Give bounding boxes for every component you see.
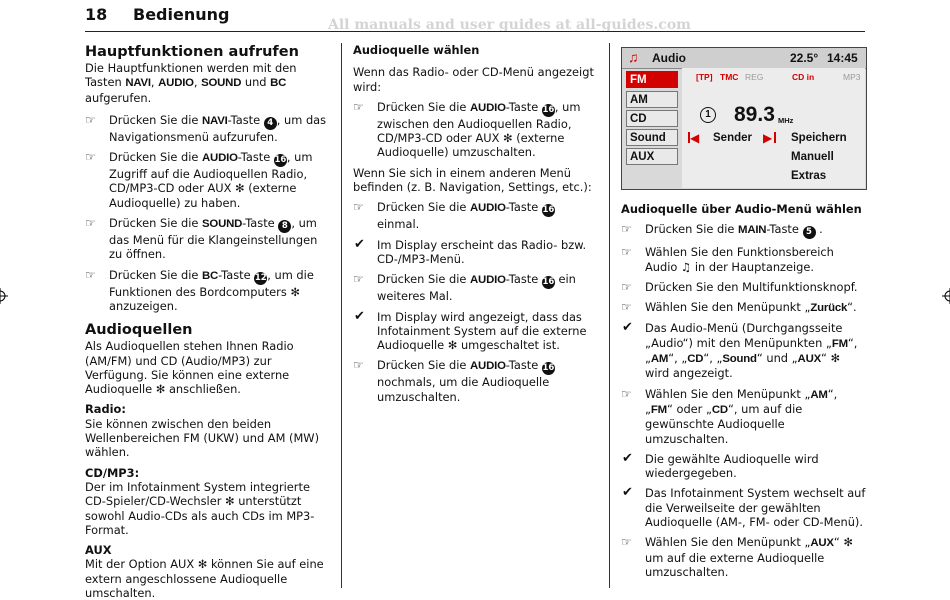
key-number-badge: 16: [542, 277, 555, 288]
display-title: Audio: [652, 51, 686, 65]
key-number-badge: 16: [274, 155, 287, 166]
cd-text: Der im Infotainment System integrierte CD-Spieler/CD-Wechsler ✻ unterstützt sowohl Audio-CDs als auch CDs im MP3-Format.: [85, 479, 315, 537]
result-step: ✔ Die gewählte Audioquelle wird wiedergegeben.: [622, 450, 819, 481]
cd-in-indicator: CD in: [792, 72, 815, 82]
frequency-unit: MHz: [778, 116, 794, 125]
instruction-step: ☞ Drücken Sie die NAVI-Taste 4 , um das Navigationsmenü aufzurufen.: [85, 112, 327, 144]
result-step: ✔ Im Display wird angezeigt, dass das Infotainment System auf die externe Audioquelle ✻ umgeschaltet ist.: [354, 308, 587, 353]
seek-forward-bar: [774, 132, 776, 143]
display-main-area: [682, 68, 865, 188]
heading-select-source: Audioquelle wählen: [353, 43, 480, 57]
section-title: Bedienung: [133, 5, 230, 24]
instruction-step: ☞ Drücken Sie die AUDIO-Taste 16 nochmals, um die Audioquelle umzuschalten.: [353, 358, 555, 404]
pointing-hand-icon: ☞: [621, 535, 632, 550]
watermark: All manuals and user guides at all-guides.com: [328, 17, 691, 33]
heading-audio-menu: Audioquelle über Audio-Menü wählen: [621, 202, 862, 216]
aux-text: Mit der Option AUX ✻ können Sie auf eine extern angeschlossene Audioquelle umschalten.: [85, 557, 324, 600]
page-number: 18: [85, 5, 108, 24]
tp-indicator: [TP]: [696, 72, 713, 82]
instruction-step: ☞ Drücken Sie die MAIN-Taste 5 .: [621, 222, 823, 238]
extras-option[interactable]: Extras: [791, 170, 827, 182]
aux-label: AUX: [85, 543, 112, 558]
result-step: ✔ Das Infotainment System wechselt auf die Verweilseite der gewählten Audioquelle (AM-, FM- oder CD-Menü).: [622, 485, 866, 530]
menu-item-aux[interactable]: AUX: [626, 148, 678, 165]
column-3: [621, 202, 867, 579]
instruction-step: ☞ Wählen Sie den Menüpunkt „AM“, „FM“ oder „CD“, um auf die gewünschte Audioquelle umzuschalten.: [621, 386, 838, 446]
column-divider: [609, 43, 610, 588]
key-number-badge: 5: [803, 226, 816, 239]
pointing-hand-icon: ☞: [353, 200, 364, 215]
key-number-badge: 4: [264, 117, 277, 130]
audio-display-screenshot: [621, 47, 867, 190]
instruction-step: ☞ Drücken Sie die AUDIO-Taste 16 einmal.: [353, 200, 555, 232]
menu-item-fm[interactable]: FM: [626, 71, 678, 88]
instruction-step: ☞ Wählen Sie den Funktionsbereich Audio ♫ in der Hauptanzeige.: [621, 245, 834, 274]
menu-item-cd[interactable]: CD: [626, 110, 678, 127]
intro-paragraph: Die Hauptfunktionen werden mit den Tasten NAVI, AUDIO, SOUND und BC aufgerufen.: [85, 61, 297, 105]
menu-item-sound[interactable]: Sound: [626, 129, 678, 146]
column-1: [85, 43, 328, 600]
instruction-step: ☞ Wählen Sie den Menüpunkt „Zurück“.: [621, 300, 857, 315]
instruction-step: ☞ Wählen Sie den Menüpunkt „AUX“ ✻ um auf die externe Audioquelle umzuschalten.: [621, 535, 853, 579]
result-step: ✔ Im Display erscheint das Radio- bzw. CD-/MP3-Menü.: [354, 236, 587, 266]
check-icon: ✔: [622, 450, 633, 466]
result-step: ✔ Das Audio-Menü (Durchgangsseite „Audio“) mit den Menüpunkten „FM“, „AM“, „CD“, „Sound“ und „AUX“ ✻ wird angezeigt.: [622, 320, 858, 381]
instruction-step: ☞ Drücken Sie die BC-Taste 12, um die Funktionen des Bordcomputers ✻ anzuzeigen.: [85, 267, 314, 313]
cd-label: CD/MP3:: [85, 465, 140, 480]
column-divider: [341, 43, 342, 588]
display-status-bar: [622, 48, 866, 69]
heading-audio-sources: Audioquellen: [85, 322, 193, 339]
check-icon: ✔: [622, 485, 633, 501]
check-icon: ✔: [354, 236, 365, 252]
reg-indicator: REG: [745, 72, 764, 82]
pointing-hand-icon: ☞: [353, 272, 364, 287]
check-icon: ✔: [354, 308, 365, 324]
pointing-hand-icon: ☞: [353, 99, 364, 114]
pointing-hand-icon: ☞: [85, 267, 96, 282]
header-rule: [85, 31, 865, 32]
speichern-option[interactable]: Speichern: [791, 132, 847, 144]
pointing-hand-icon: ☞: [621, 300, 632, 315]
instruction-step: ☞ Drücken Sie die AUDIO-Taste 16, um zwischen den Audioquellen Radio, CD/MP3-CD oder AUX ✻ (externe Audioquelle) umzuschalten.: [353, 99, 581, 160]
radio-label: Radio:: [85, 402, 126, 417]
menu-item-am[interactable]: AM: [626, 91, 678, 108]
registration-mark-icon: [942, 288, 950, 304]
pointing-hand-icon: ☞: [85, 112, 96, 127]
key-number-badge: 8: [278, 220, 291, 233]
key-number-badge: 16: [542, 363, 555, 374]
key-number-badge: 16: [542, 205, 555, 216]
heading-main-functions: Hauptfunktionen aufrufen: [85, 44, 299, 60]
display-clock: 14:45: [827, 51, 858, 65]
column-2: [353, 43, 598, 404]
key-number-badge: 16: [542, 104, 555, 115]
pointing-hand-icon: ☞: [621, 386, 632, 401]
pointing-hand-icon: ☞: [85, 216, 96, 231]
sender-label[interactable]: Sender: [713, 132, 752, 144]
pointing-hand-icon: ☞: [85, 150, 96, 165]
condition-paragraph: Wenn das Radio- oder CD-Menü angezeigt wird:: [353, 65, 594, 94]
pointing-hand-icon: ☞: [621, 279, 632, 294]
instruction-step: ☞ Drücken Sie die SOUND-Taste 8 , um das Menü für die Klangeinstellungen zu öffnen.: [85, 216, 318, 262]
pointing-hand-icon: ☞: [621, 222, 632, 237]
radio-text: Sie können zwischen den beiden Wellenbereichen FM (UKW) und AM (MW) wählen.: [85, 416, 320, 460]
preset-number: 1: [700, 107, 716, 123]
instruction-step: ☞ Drücken Sie die AUDIO-Taste 16 ein weiteres Mal.: [353, 272, 576, 304]
check-icon: ✔: [622, 320, 633, 336]
pointing-hand-icon: ☞: [353, 358, 364, 373]
music-note-icon: ♫: [628, 49, 639, 65]
registration-mark-icon: [0, 288, 8, 304]
audio-intro: Als Audioquellen stehen Ihnen Radio (AM/FM) und CD (Audio/MP3) zur Verfügung. Sie können eine externe Audioquelle ✻ anschließen.: [85, 339, 294, 397]
seek-back-bar: [688, 132, 690, 143]
display-temperature: 22.5°: [790, 51, 819, 65]
key-number-badge: 12: [254, 272, 267, 283]
manuell-option[interactable]: Manuell: [791, 151, 834, 163]
instruction-step: ☞ Drücken Sie die AUDIO-Taste 16, um Zugriff auf die Audioquellen Radio, CD/MP3-CD oder AUX ✻ (externe Audioquelle) zu haben.: [85, 150, 313, 210]
frequency-value: 89.3: [734, 103, 775, 126]
seek-forward-icon[interactable]: ▶: [763, 131, 773, 145]
tmc-indicator: TMC: [720, 72, 739, 82]
instruction-step: ☞ Drücken Sie den Multifunktionsknopf.: [621, 279, 858, 294]
mp3-indicator: MP3: [843, 72, 861, 82]
condition-paragraph: Wenn Sie sich in einem anderen Menü befinden (z. B. Navigation, Settings, etc.):: [353, 165, 592, 195]
seek-back-icon[interactable]: ◀: [690, 131, 700, 145]
pointing-hand-icon: ☞: [621, 245, 632, 260]
